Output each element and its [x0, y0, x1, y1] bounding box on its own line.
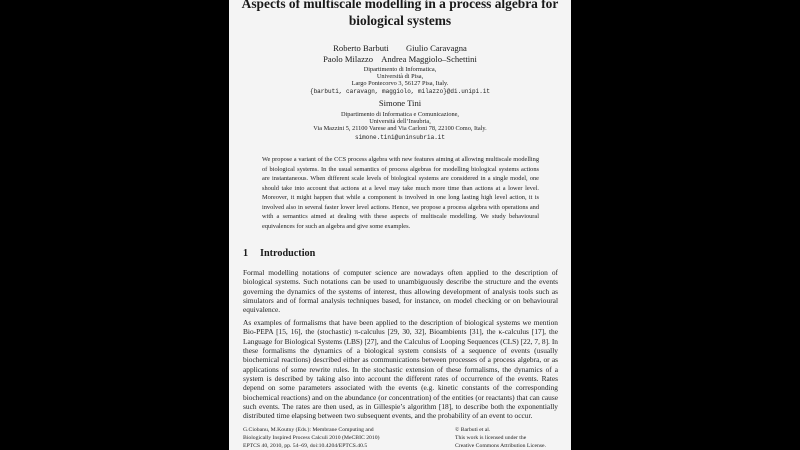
title-line-1: Aspects of multiscale modelling in a process algebra for: [241, 0, 559, 11]
intro-paragraph-2: As examples of formalisms that have been applied to the description of biological systems we mention Bio-PEPA [15, 16], the (stochastic) π-calculus [29, 30, 32], Bioambients [31], the κ-calculus [17], the Language for Biological Systems (LBS) [27], and the Calculus of Looping Sequences (CLS) [22, 7, 8]. In these formalisms the dynamics of a biological system consists of a sequence of events (usually biochemical reactions) described either as communications between processes of a process algebra, or as applications of some rewrite rules. In the stochastic extension of these formalisms, the dynamics of a system is described by taking also into account the different rates of occurrence of the events. Rates depend on some parameters associated with the events (e.g. kinetic constants of the corresponding biochemical reactions) and on the abundance (or concentration) of the entities (or reactants) that can cause such events. The rates are then used, as in Gillespie’s algorithm [18], to describe both the exponentially distributed time elapsing between two subsequent events, and the probability of an event to occur.: [243, 318, 558, 421]
affiliation-2-line-1: Dipartimento di Informatica e Comunicazione,: [340, 111, 460, 118]
section-title: Introduction: [260, 248, 316, 259]
footer-right-line-3: Creative Commons Attribution License.: [455, 443, 546, 450]
abstract: We propose a variant of the CCS process algebra with new features aiming at allowing multiscale modelling of biological systems. In the usual semantics of process algebras for modelling biological systems actions are instantaneous. When different scale levels of biological systems are considered in a single model, one should take into account that actions at a level may take much more time than actions at a lower level. Moreover, it might happen that while a component is involved in one long lasting high level action, it is involved also in several faster lower level actions. Hence, we propose a process algebra with operations and with a semantics aimed at dealing with these aspects of multiscale modelling. We study behavioural equivalences for such an algebra and give some examples.: [262, 156, 539, 230]
footer-citation: [243, 426, 379, 450]
footer-left-line-1: G.Ciobanu, M.Koutny (Eds.): Membrane Computing and: [243, 427, 374, 433]
affiliation-2-line-3: Via Mazzini 5, 21100 Varese and Via Carloni 78, 22100 Como, Italy.: [313, 125, 487, 132]
footer-license: [455, 426, 546, 450]
section-number: 1: [243, 248, 249, 259]
affiliation-1-line-1: Dipartimento di Informatica,: [363, 66, 437, 73]
footer-right-line-1: © Barbuti et al.: [455, 427, 491, 433]
affiliation-2-line-2: Università dell’Insubria,: [369, 118, 431, 125]
affiliation-1-line-2: Università di Pisa,: [376, 73, 424, 80]
title-line-2: biological systems: [348, 13, 452, 28]
paper-title: [229, 0, 571, 29]
authors-row-2: Paolo Milazzo Andrea Maggiolo–Schettini: [323, 54, 477, 64]
footer-left-line-3: EPTCS 40, 2010, pp. 54–69, doi:10.4204/EPTCS.40.5: [243, 443, 368, 450]
authors-row-1: Roberto Barbuti Giulio Caravagna: [333, 43, 467, 53]
footer-right-line-2: This work is licensed under the: [455, 435, 527, 442]
paper-page: [229, 0, 571, 450]
affiliation-1-line-3: Largo Pontecorvo 3, 56127 Pisa, Italy.: [351, 80, 449, 87]
author-simone-tini: Simone Tini: [378, 98, 422, 108]
intro-paragraph-1: Formal modelling notations of computer science are nowadays often applied to the description of biological systems. Such notations can be used to unambiguously describe the structure and the events governing the dynamics of the systems of interest, thus allowing development of analysis tools such as simulators and of formal analysis techniques based, for instance, on model checking or on behavioural equivalence.: [243, 268, 558, 315]
affiliation-2-email: simone.tini@uninsubria.it: [354, 134, 445, 141]
section-heading-introduction: [243, 248, 315, 259]
footer-left-line-2: Biologically Inspired Process Calculi 2010 (MeCBIC 2010): [243, 435, 380, 442]
affiliation-1-email: {barbuti, caravagn, maggiolo, milazzo}@di.unipi.it: [309, 88, 491, 95]
